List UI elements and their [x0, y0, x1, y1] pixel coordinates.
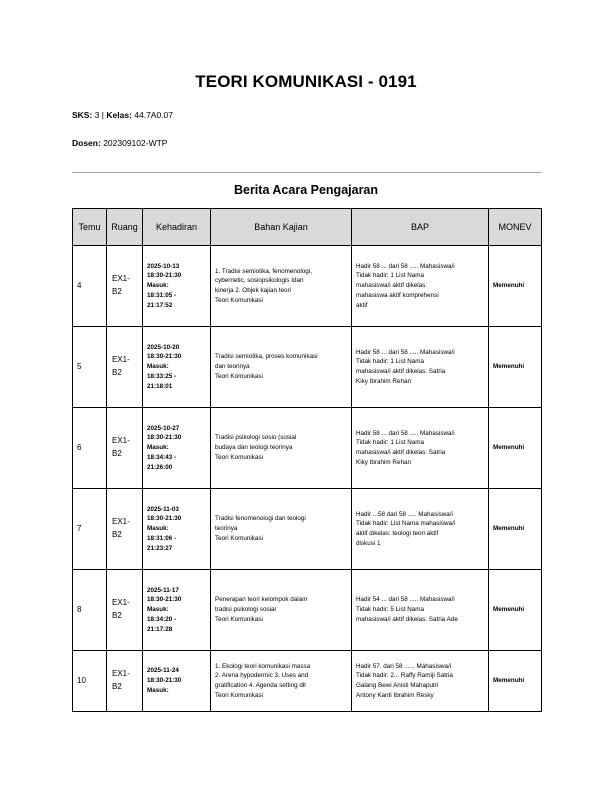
table-row [73, 246, 542, 327]
kehadiran-cell-line: 21:26:00 [147, 463, 173, 471]
monev-cell: Memenuhi [489, 570, 542, 651]
kehadiran-cell-line: 21:23:27 [147, 544, 173, 552]
bap-cell-line: Hadir 58 ... dari 58 ..... Mahasiswa/i [356, 348, 455, 356]
column-header-monev: MONEV [489, 209, 542, 246]
bap-cell-line: Tidak hadir: 2... Raffy Ramiji Satria [356, 672, 453, 680]
bap-cell-line: mahasiswa/i aktif dikelas: Satria Ade [356, 615, 458, 623]
column-header-bahan-kajian: Bahan Kajian [211, 209, 352, 246]
lecturer-meta [72, 138, 167, 148]
bap-cell [352, 327, 489, 408]
kehadiran-cell [143, 246, 211, 327]
ruang-cell-line: B2 [112, 682, 122, 691]
bahan-kajian-cell-line: dan teorinya [215, 363, 250, 371]
kehadiran-cell-line: 2025-10-27 [147, 424, 180, 432]
kehadiran-cell-line: 18:30-21:30 [147, 677, 182, 685]
monev-cell: Memenuhi [489, 246, 542, 327]
column-header-kehadiran: Kehadiran [143, 209, 211, 246]
bap-cell-line: Tidak hadir: 1 List Nama [356, 358, 425, 366]
bahan-kajian-cell-line: Teori Komunikasi [215, 691, 263, 699]
column-header-ruang: Ruang [107, 209, 143, 246]
kehadiran-cell [143, 408, 211, 489]
ruang-cell-line: EX1- [112, 669, 130, 679]
kehadiran-cell-line: 18:31:06 - [147, 534, 177, 542]
section-title: Berita Acara Pengajaran [233, 183, 379, 197]
bahan-kajian-cell-line: Teori Komunikasi [215, 534, 263, 542]
kehadiran-cell-line: Masuk: [147, 282, 169, 290]
monev-cell: Memenuhi [489, 408, 542, 489]
bap-cell-line: Tidak hadir: List Nama mahasiswa/i [356, 520, 456, 528]
bahan-kajian-cell [211, 327, 352, 408]
kehadiran-cell-line: 18:31:05 - [147, 291, 177, 299]
kehadiran-cell-line: Masuk: [147, 363, 169, 371]
monev-cell: Memenuhi [489, 327, 542, 408]
column-header-bap: BAP [352, 209, 489, 246]
bahan-kajian-cell-line: tradisi psikologi sosial [215, 606, 276, 614]
bap-cell-line: Tidak hadir: 1 List Nama [356, 272, 425, 280]
bahan-kajian-cell [211, 570, 352, 651]
kelas-value: 44.7A0.07 [134, 110, 174, 120]
divider [72, 172, 541, 173]
monev-cell: Memenuhi [489, 651, 542, 712]
bap-cell-line: aktif dikelas: teologi teori aktif [356, 530, 439, 537]
bahan-kajian-cell [211, 489, 352, 570]
kehadiran-cell-line: 18:30-21:30 [147, 596, 182, 604]
temu-cell: 6 [73, 408, 107, 489]
bap-cell-line: diskusi 1 [356, 539, 381, 547]
bahan-kajian-cell-line: Teori Komunikasi [215, 615, 263, 623]
dosen-value: 202309102-WTP [103, 138, 168, 148]
bahan-kajian-cell [211, 246, 352, 327]
table-header-row [73, 209, 542, 246]
bap-cell-line: Galang Bewi Anisti Mahaputri [356, 682, 439, 689]
ruang-cell-line: EX1- [112, 598, 130, 608]
bahan-kajian-cell [211, 408, 352, 489]
temu-cell: 8 [73, 570, 107, 651]
kehadiran-cell-line: 18:30-21:30 [147, 272, 182, 280]
bahan-kajian-cell-line: 1. Ekologi teori komunikasi massa [215, 662, 311, 670]
temu-cell: 4 [73, 246, 107, 327]
ruang-cell-line: EX1- [112, 436, 130, 446]
bap-cell [352, 246, 489, 327]
kehadiran-cell [143, 651, 211, 712]
kehadiran-cell-line: 2025-11-24 [147, 667, 179, 675]
table-row [73, 570, 542, 651]
ruang-cell-line: B2 [112, 287, 122, 296]
bap-cell [352, 570, 489, 651]
bap-cell-line: Antony Kanti Ibrahim Resky [356, 691, 434, 699]
bap-cell-line: mahasiswa aktif komprehensi [356, 291, 439, 299]
kehadiran-cell-line: 21:18:01 [147, 382, 173, 390]
bap-cell-line: mahasiswa/i aktif dikelas: Satria [356, 449, 446, 456]
temu-cell: 10 [73, 651, 107, 712]
bap-cell-line: Tidak hadir: 5 List Nama [356, 606, 425, 614]
ruang-cell-line: EX1- [112, 274, 130, 284]
ruang-cell-line: EX1- [112, 355, 130, 365]
bap-cell-line: Kiky Ibrahim Rehan [356, 377, 411, 385]
kehadiran-cell-line: 21:17:52 [147, 301, 173, 309]
sks-label: SKS: [72, 110, 93, 120]
teaching-report-table [72, 208, 542, 712]
bahan-kajian-cell-line: 1. Tradisi semiotika, fenomenologi, [215, 267, 312, 275]
bap-cell-line: Hadir 58 ... dari 58 ..... Mahasiswa/i [356, 262, 455, 270]
bahan-kajian-cell-line: Tradisi fenomenologi dan teologi [215, 515, 306, 523]
ruang-cell-line: B2 [112, 368, 122, 377]
ruang-cell [107, 327, 143, 408]
ruang-cell [107, 408, 143, 489]
bahan-kajian-cell-line: budaya dan teologi teorinya [215, 444, 293, 452]
kehadiran-cell-line: 18:30-21:30 [147, 434, 182, 442]
ruang-cell-line: B2 [112, 611, 122, 620]
dosen-label: Dosen: [72, 138, 101, 148]
bap-cell-line: Hadir 54 ... dari 58 ..... Mahasiswa/i [356, 596, 455, 604]
bap-cell-line: mahasiswa/i aktif dikelas: [356, 282, 428, 290]
ruang-cell [107, 651, 143, 712]
kehadiran-cell-line: 2025-10-13 [147, 262, 180, 270]
ruang-cell [107, 246, 143, 327]
kelas-label: Kelas: [106, 110, 132, 120]
bap-cell [352, 489, 489, 570]
kehadiran-cell-line: 18:34:43 - [147, 453, 177, 461]
bahan-kajian-cell-line: cybernetic, sosiopsikologis Idan [215, 277, 304, 285]
bahan-kajian-cell-line: kinerja 2. Objek kajian teori [215, 287, 291, 294]
bap-cell-line: Kiky Ibrahim Rehan [356, 458, 411, 466]
bahan-kajian-cell-line: Teori Komunikasi [215, 372, 263, 380]
bahan-kajian-cell [211, 651, 352, 712]
bahan-kajian-cell-line: 2. Arena hypodermic 3. Uses and [215, 672, 309, 680]
ruang-cell-line: B2 [112, 449, 122, 458]
bahan-kajian-cell-line: Tradisi semiotika, proses komunikasi [215, 353, 318, 361]
kehadiran-cell-line: Masuk: [147, 606, 169, 614]
table-row [73, 651, 542, 712]
kehadiran-cell-line: Masuk: [147, 686, 169, 694]
kehadiran-cell-line: 21:17:28 [147, 625, 173, 633]
kehadiran-cell-line: Masuk: [147, 444, 169, 452]
kehadiran-cell [143, 489, 211, 570]
bap-cell-line: Tidak hadir: 1 List Nama [356, 439, 425, 447]
kehadiran-cell-line: 18:33:25 - [147, 372, 177, 380]
bap-cell [352, 408, 489, 489]
kehadiran-cell [143, 570, 211, 651]
course-meta [72, 110, 173, 120]
bahan-kajian-cell-line: gratification 4. Agenda setting dll [215, 682, 306, 689]
bahan-kajian-cell-line: Teori Komunikasi [215, 453, 263, 461]
bahan-kajian-cell-line: Penerapan teori kelompok dalam [215, 596, 308, 604]
sks-value: 3 | [94, 110, 104, 120]
kehadiran-cell [143, 327, 211, 408]
bahan-kajian-cell-line: teorinya [215, 525, 238, 533]
kehadiran-cell-line: 18:30-21:30 [147, 515, 182, 523]
kehadiran-cell-line: 18:34:20 - [147, 615, 177, 623]
ruang-cell-line: EX1- [112, 517, 130, 527]
bap-cell-line: Hadir 58 ... dari 58 ..... Mahasiswa/i [356, 429, 455, 437]
bahan-kajian-cell-line: Tradisi psikologi sosio (sosial [215, 434, 297, 442]
table-row [73, 408, 542, 489]
ruang-cell [107, 570, 143, 651]
document-title: TEORI KOMUNIKASI - 0191 [195, 72, 417, 91]
bahan-kajian-cell-line: Teori Komunikasi [215, 296, 263, 304]
bap-cell [352, 651, 489, 712]
monev-cell: Memenuhi [489, 489, 542, 570]
ruang-cell [107, 489, 143, 570]
kehadiran-cell-line: 2025-11-17 [147, 586, 179, 594]
bap-cell-line: Hadir ...58 dari 58 ..... Mahasiswa/i [356, 510, 453, 518]
bap-cell-line: mahasiswa/i aktif dikelas: Satria [356, 368, 446, 375]
bap-cell-line: Hadir 57. dari 58 ...... Mahasiswa/i [356, 662, 452, 670]
kehadiran-cell-line: Masuk: [147, 525, 169, 533]
table-row [73, 327, 542, 408]
kehadiran-cell-line: 2025-11-03 [147, 505, 179, 513]
kehadiran-cell-line: 18:30-21:30 [147, 353, 182, 361]
column-header-temu: Temu [73, 209, 107, 246]
table-row [73, 489, 542, 570]
bap-cell-line: aktif [356, 301, 368, 309]
ruang-cell-line: B2 [112, 530, 122, 539]
temu-cell: 7 [73, 489, 107, 570]
kehadiran-cell-line: 2025-10-20 [147, 343, 180, 351]
temu-cell: 5 [73, 327, 107, 408]
